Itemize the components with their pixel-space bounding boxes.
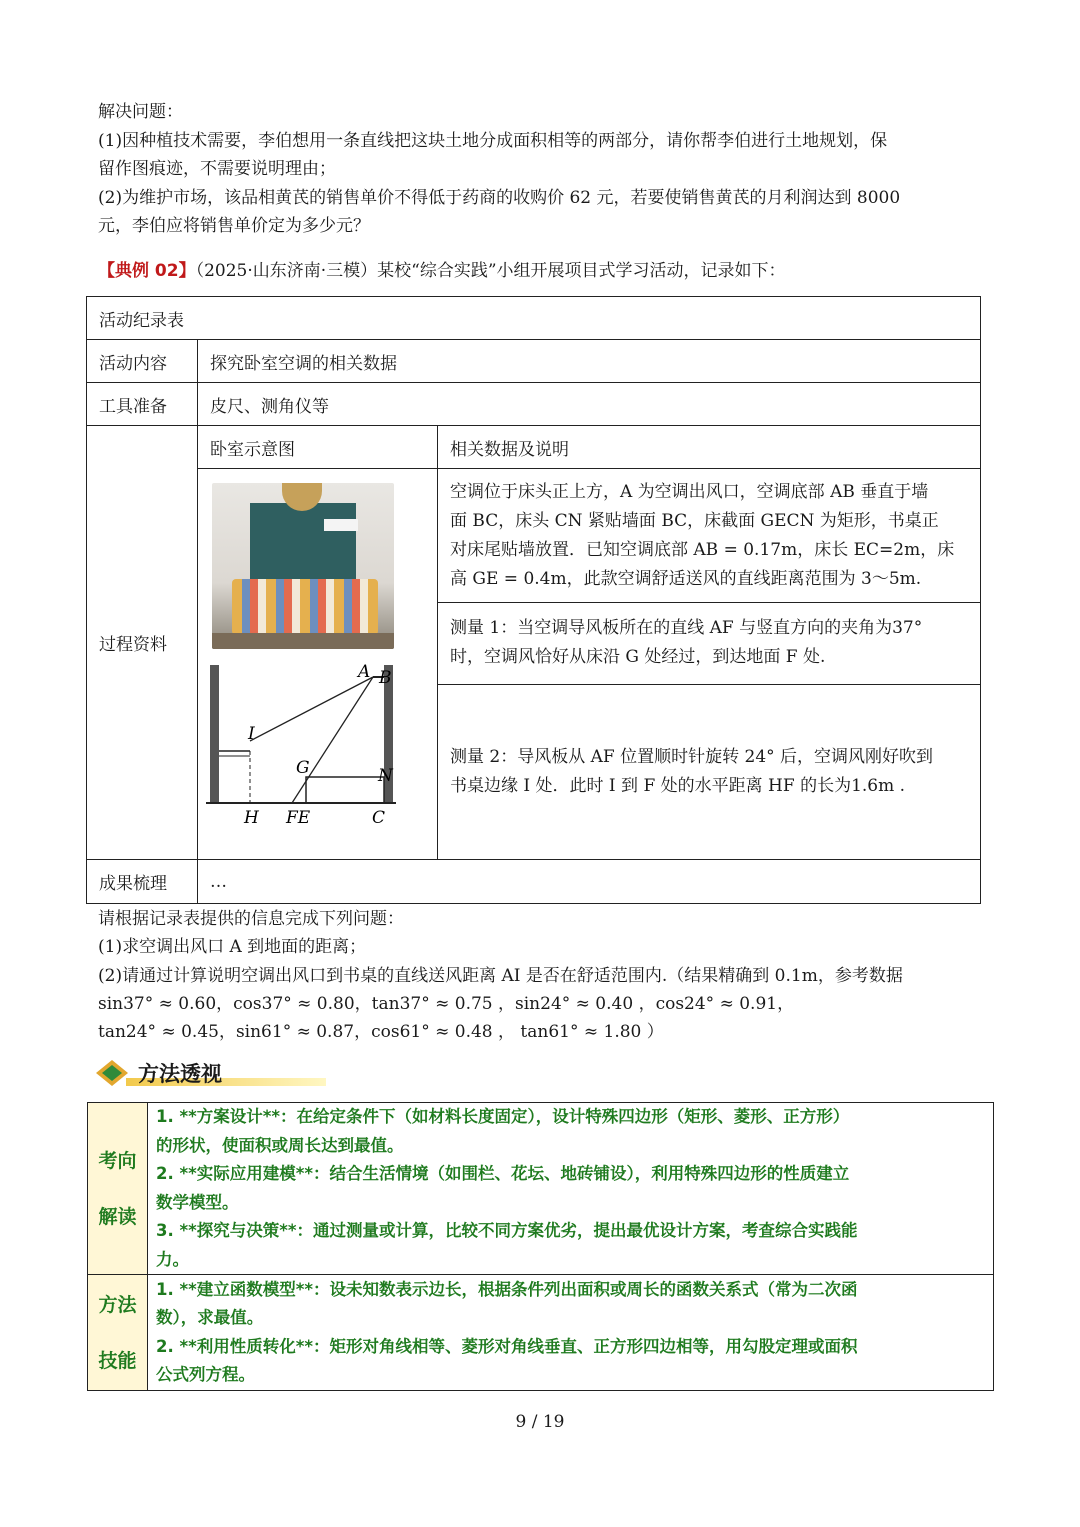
label-text: 考向: [98, 1149, 137, 1172]
measurement-2: [438, 684, 981, 859]
diamond-logo-icon: [94, 1059, 130, 1087]
method-row-body: [148, 1103, 994, 1275]
point-label-H: H: [244, 808, 259, 828]
label-text: 解读: [98, 1205, 137, 1228]
intro-line: 元，李伯应将销售单价定为多少元？: [98, 216, 370, 236]
point-label-N: N: [378, 766, 393, 786]
method-line: 2. **利用性质转化**：矩形对角线相等、菱形对角线垂直、正方形四边相等，用勾股定理或面积: [156, 1336, 858, 1356]
question-line: 请根据记录表提供的信息完成下列问题：: [98, 909, 404, 929]
record-title: 活动纪录表: [87, 297, 981, 340]
result-label: 成果梳理: [87, 860, 198, 904]
method-row-body: [148, 1275, 994, 1391]
method-line: 3. **探究与决策**：通过测量或计算，比较不同方案优劣，提出最优设计方案，考查综合实践能: [156, 1221, 858, 1240]
point-label-B: B: [379, 668, 392, 688]
intro-line: 解决问题：: [98, 102, 183, 122]
method-section-title: [94, 1058, 222, 1088]
intro-line: (1)因种植技术需要，李伯想用一条直线把这块土地分成面积相等的两部分，请你帮李伯进行土地规划，保: [98, 131, 888, 151]
tools-value: 皮尺、测角仪等: [198, 383, 981, 426]
method-row-label: [88, 1275, 148, 1391]
point-label-C: C: [372, 808, 386, 828]
description-line: 空调位于床头正上方，A 为空调出风口，空调底部 AB 垂直于墙: [450, 481, 929, 502]
example-text: （2025·山东济南·三模）某校“综合实践”小组开展项目式学习活动，记录如下：: [195, 261, 786, 281]
point-label-A: A: [358, 662, 371, 682]
method-table: [87, 1102, 994, 1391]
bedroom-photo: [212, 483, 394, 649]
intro-line: 留作图痕迹，不需要说明理由；: [98, 159, 336, 179]
question-line: tan24° ≈ 0.45，sin61° ≈ 0.87，cos61° ≈ 0.48 ， tan61° ≈ 1.80 ）: [98, 1022, 664, 1042]
tools-label: 工具准备: [87, 383, 198, 426]
question-line: sin37° ≈ 0.60，cos37° ≈ 0.80，tan37° ≈ 0.75 ，sin24° ≈ 0.40 ，cos24° ≈ 0.91，: [98, 994, 795, 1014]
point-label-I: I: [248, 724, 255, 744]
method-line: 数学模型。: [156, 1192, 239, 1212]
method-line: 公式列方程。: [156, 1365, 255, 1384]
figure-cell: [198, 469, 438, 860]
method-line: 的形状，使面积或周长达到最值。: [156, 1135, 404, 1155]
content-label: 活动内容: [87, 340, 198, 383]
measurement-1: [438, 603, 981, 684]
method-line: 2. **实际应用建模**：结合生活情境（如围栏、花坛、地砖铺设），利用特殊四边形的性质建立: [156, 1164, 850, 1183]
method-row-label: [88, 1103, 148, 1275]
question-line: (1)求空调出风口 A 到地面的距离；: [98, 937, 367, 957]
process-label: 过程资料: [87, 426, 198, 860]
intro-line: (2)为维护市场，该品相黄芪的销售单价不得低于药商的收购价 62 元，若要使销售黄芪的月利润达到 8000: [98, 188, 901, 208]
method-line: 数），求最值。: [156, 1308, 264, 1327]
question-line: (2)请通过计算说明空调出风口到书桌的直线送风距离 AI 是否在舒适范围内.（结果精确到 0.1m，参考数据: [98, 966, 903, 986]
description-line: 高 GE = 0.4m，此款空调舒适送风的直线距离范围为 3～5m.: [450, 568, 922, 589]
figure-header: 卧室示意图: [198, 426, 438, 469]
measurement-line: 测量 2：导风板从 AF 位置顺时针旋转 24° 后，空调风刚好吹到: [450, 746, 934, 767]
method-line: 1. **建立函数模型**：设未知数表示边长，根据条件列出面积或周长的函数关系式（常为二次函: [156, 1279, 858, 1299]
example-tag: 【典例 02】: [98, 261, 196, 281]
method-line: 1. **方案设计**：在给定条件下（如材料长度固定），设计特殊四边形（矩形、菱形、正方形）: [156, 1107, 850, 1126]
point-label-FE: FE: [286, 808, 311, 828]
data-header: 相关数据及说明: [438, 426, 981, 469]
description-line: 面 BC，床头 CN 紧贴墙面 BC，床截面 GECN 为矩形，书桌正: [450, 510, 939, 531]
page-number: 9 / 19: [515, 1412, 565, 1432]
measurement-line: 书桌边缘 I 处．此时 I 到 F 处的水平距离 HF 的长为1.6m .: [450, 775, 906, 796]
bedroom-diagram: [206, 659, 426, 849]
example-heading: [98, 256, 786, 281]
method-line: 力。: [156, 1249, 189, 1269]
result-value: …: [198, 860, 981, 904]
data-description: [438, 469, 981, 603]
point-label-G: G: [296, 758, 310, 778]
label-text: 方法: [98, 1293, 137, 1316]
method-title-text: 方法透视: [138, 1062, 222, 1086]
measurement-line: 时，空调风恰好从床沿 G 处经过，到达地面 F 处.: [450, 647, 826, 668]
content-value: 探究卧室空调的相关数据: [198, 340, 981, 383]
activity-record-table: [86, 296, 981, 904]
measurement-line: 测量 1：当空调导风板所在的直线 AF 与竖直方向的夹角为37°: [450, 618, 923, 639]
label-text: 技能: [98, 1349, 137, 1372]
description-line: 对床尾贴墙放置．已知空调底部 AB = 0.17m，床长 EC=2m，床: [450, 539, 955, 560]
